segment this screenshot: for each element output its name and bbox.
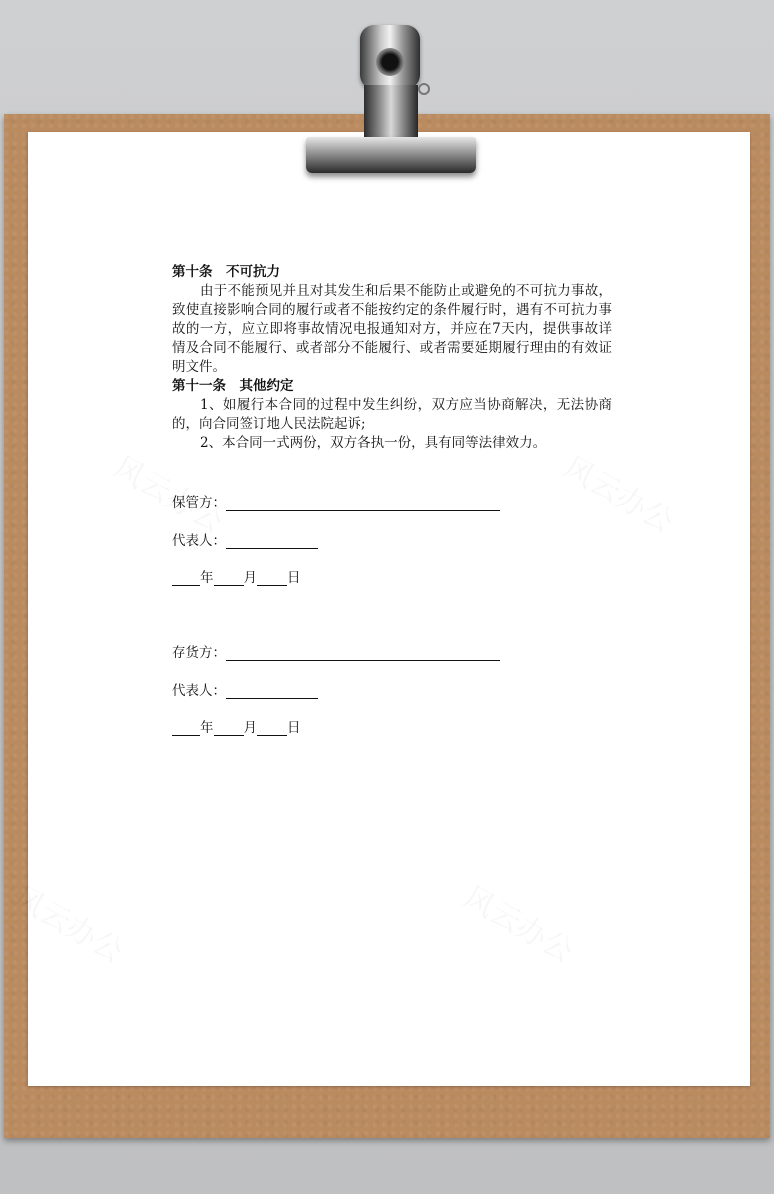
representative-sign-line-1[interactable] xyxy=(226,534,318,549)
custodian-label: 保管方： xyxy=(172,495,226,511)
date-row-1 xyxy=(172,566,301,586)
date-row-2 xyxy=(172,716,301,736)
depositor-sign-line[interactable] xyxy=(226,646,500,661)
custodian-sign-line[interactable] xyxy=(226,496,500,511)
month-blank-2[interactable] xyxy=(214,721,244,736)
article11-item2: 2、本合同一式两份，双方各执一份，具有同等法律效力。 xyxy=(200,435,547,451)
day-label-1: 日 xyxy=(287,570,301,586)
year-blank-1[interactable] xyxy=(172,571,200,586)
article11-heading: 第十一条 其他约定 xyxy=(172,378,294,394)
article10-body: 由于不能预见并且对其发生和后果不能防止或避免的不可抗力事故，致使直接影响合同的履行或者不能按约定的条件履行时，遇有不可抗力事故的一方，应立即将事故情况电报通知对方，并应在7天内，提供事故详情及合同不能履行、或者部分不能履行、或者需要延期履行理由的有效证明文件。 xyxy=(172,283,612,375)
month-blank-1[interactable] xyxy=(214,571,244,586)
contract-text xyxy=(172,263,612,453)
binder-clip-icon xyxy=(300,25,480,180)
representative-label-2: 代表人： xyxy=(172,683,226,699)
depositor-signature-row xyxy=(172,641,500,661)
year-label-2: 年 xyxy=(200,720,214,736)
year-label-1: 年 xyxy=(200,570,214,586)
day-blank-2[interactable] xyxy=(257,721,287,736)
clip-hole xyxy=(376,48,404,76)
representative-row-2 xyxy=(172,679,318,699)
year-blank-2[interactable] xyxy=(172,721,200,736)
month-label-1: 月 xyxy=(243,570,257,586)
day-label-2: 日 xyxy=(287,720,301,736)
custodian-signature-row xyxy=(172,491,500,511)
article10-heading: 第十条 不可抗力 xyxy=(172,264,280,280)
representative-sign-line-2[interactable] xyxy=(226,684,318,699)
month-label-2: 月 xyxy=(243,720,257,736)
representative-label-1: 代表人： xyxy=(172,533,226,549)
clip-base xyxy=(306,137,476,173)
representative-row-1 xyxy=(172,529,318,549)
depositor-label: 存货方： xyxy=(172,645,226,661)
article11-item1: 1、如履行本合同的过程中发生纠纷，双方应当协商解决，无法协商的，向合同签订地人民法院起诉; xyxy=(172,397,612,432)
clip-pin xyxy=(418,83,430,95)
day-blank-1[interactable] xyxy=(257,571,287,586)
